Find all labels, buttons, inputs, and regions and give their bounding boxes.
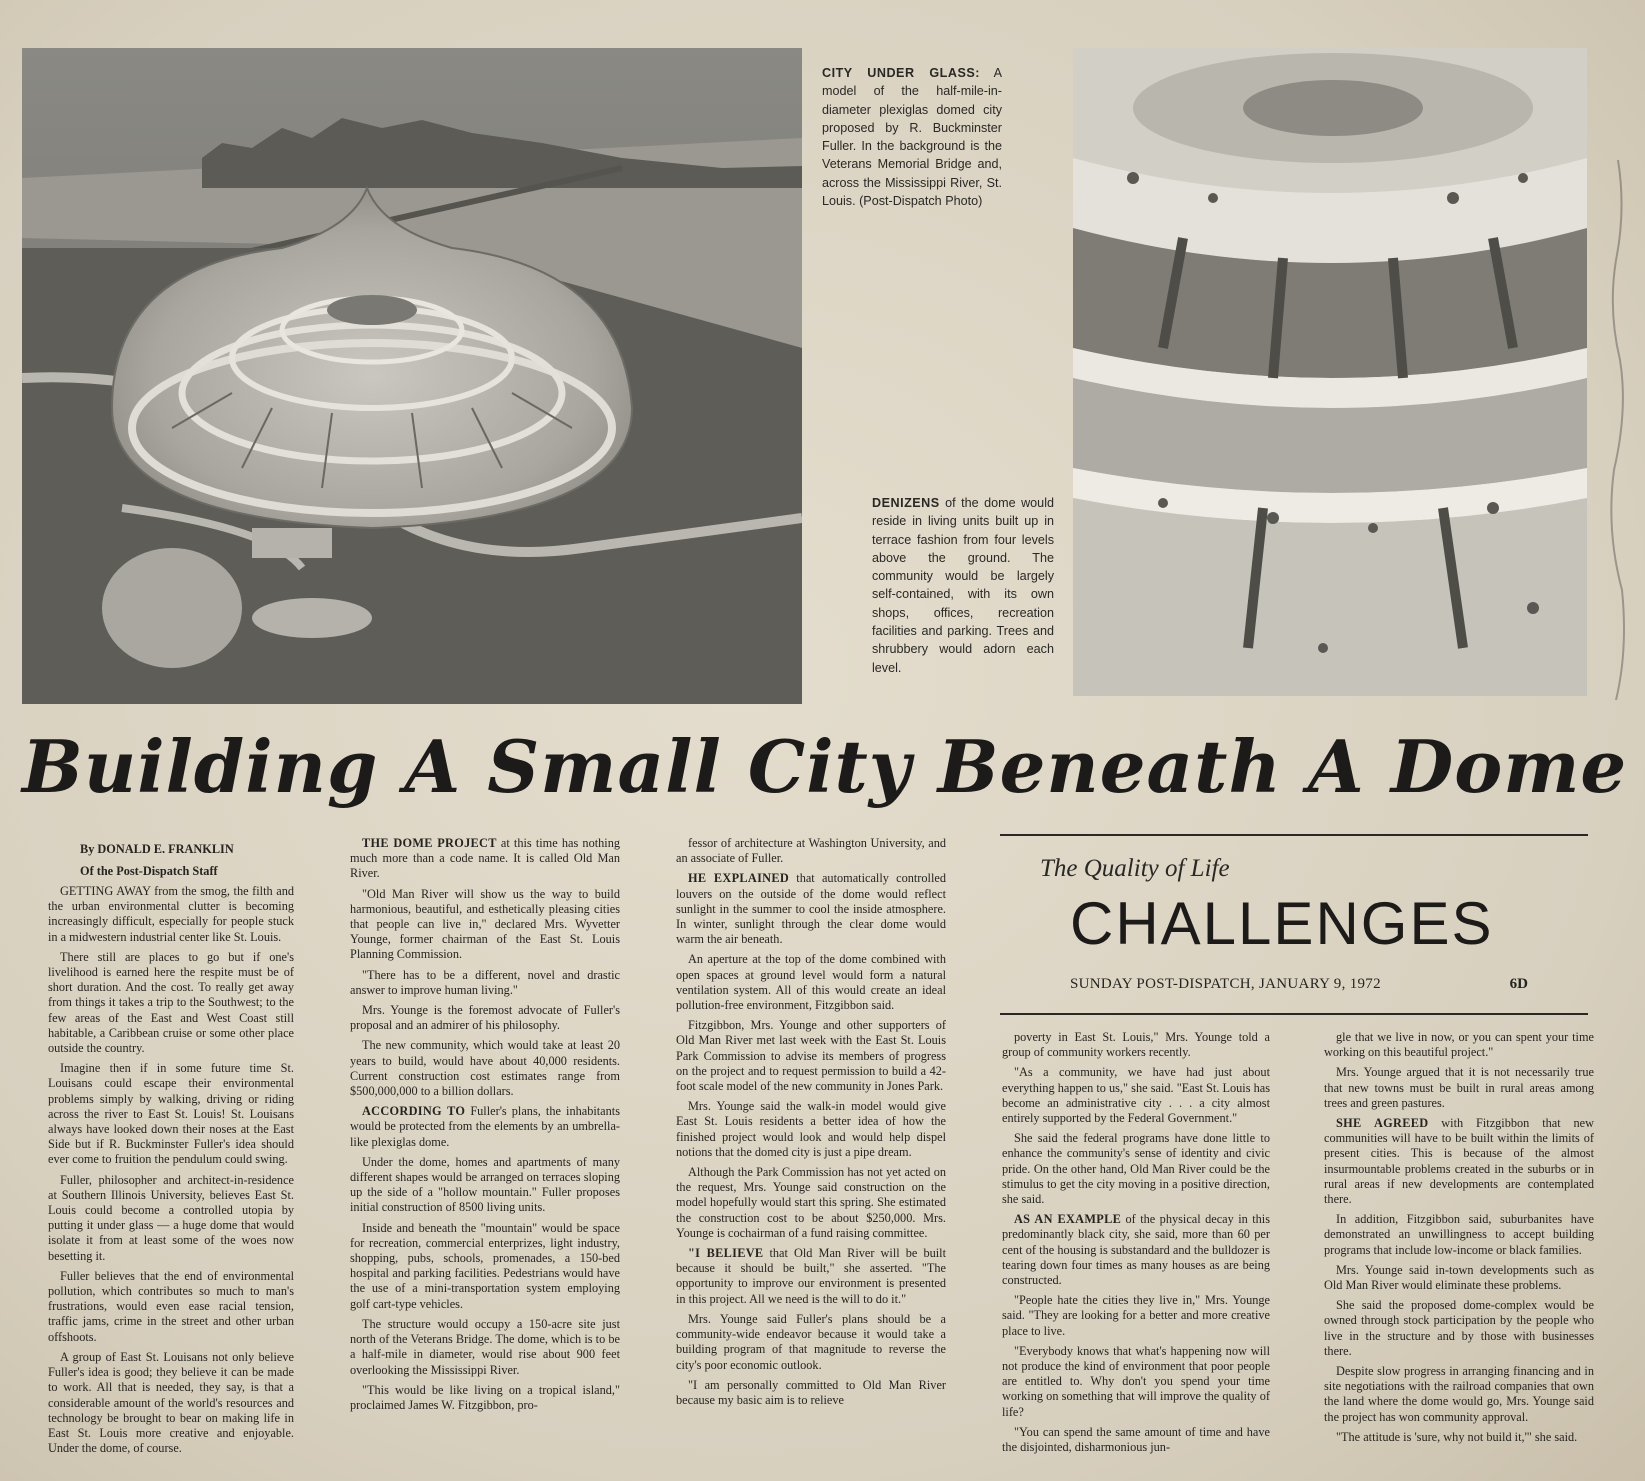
paragraph-text: Fuller's plans, the inhabitants would be protected from the elements by an umbrella-like plexiglas dome.	[350, 1104, 620, 1149]
section-page-number: 6D	[1509, 976, 1528, 992]
paragraph	[676, 952, 946, 1013]
paragraph-text: "People hate the cities they live in," Mrs. Younge said. "They are looking for a better and more creative place to live.	[1002, 1293, 1270, 1338]
interior-terraces-photo	[1073, 48, 1587, 696]
paragraph-text: with Fitzgibbon that new communities will have to be built within the limits of present cities. This is because of the almost insurmountable problems created in the suburbs or in rural areas if new developments are contemplated there.	[1324, 1116, 1594, 1207]
paragraph-lead: "I BELIEVE	[688, 1246, 764, 1261]
paragraph-text: Fuller believes that the end of environmental pollution, which contributes so much to man's frustrations, would even ease racial tension, traffic jams, crime in the street and other urban offshoots.	[48, 1268, 294, 1344]
paragraph-text: "You can spend the same amount of time and have the disjointed, disharmonious jun-	[1002, 1424, 1270, 1455]
byline	[80, 838, 320, 882]
caption-denizens	[872, 494, 1054, 677]
paragraph	[350, 1038, 620, 1099]
paragraph	[676, 1312, 946, 1373]
paragraph	[350, 1104, 620, 1150]
paragraph	[1002, 1131, 1270, 1207]
caption-text: A model of the half-mile-in-diameter plexiglas domed city proposed by R. Buckminster Fuller. In the background is the Veterans Memorial Bridge and, across the Mississippi River, St. Louis. (Post-Dispatch Photo)	[822, 66, 1002, 209]
paragraph-text: at this time has nothing much more than a code name. It is called Old Man River.	[350, 836, 620, 881]
paragraph-lead: HE EXPLAINED	[688, 871, 790, 886]
interior-terraces-illustration	[1073, 48, 1587, 696]
headline: Building A Small City Beneath A Dome	[22, 724, 1628, 809]
paragraph-text: "There has to be a different, novel and drastic answer to improve human living."	[350, 967, 620, 997]
paragraph-text: GETTING AWAY from the smog, the filth and the urban environmental clutter is becoming increasingly difficult, especially for people stuck in a midwestern industrial center like St. Louis.	[48, 884, 294, 944]
article-column-1	[48, 884, 294, 1461]
paragraph-text: gle that we live in now, or you can spent your time working on this beautiful project."	[1324, 1030, 1594, 1060]
paragraph	[350, 1003, 620, 1033]
paragraph	[350, 1317, 620, 1378]
paragraph-text: She said the proposed dome-complex would be owned through stock participation by the people who live in the structure and by those with businesses there.	[1324, 1298, 1594, 1358]
caption-city-under-glass	[822, 64, 1002, 210]
paragraph	[1002, 1065, 1270, 1126]
paragraph	[1324, 1065, 1594, 1111]
paragraph	[1324, 1030, 1594, 1060]
paragraph-text: "Everybody knows that what's happening now will not produce the kind of environment that poor people are entitled to. Why don't you spend your time working on something that will improve the quality of life?	[1002, 1343, 1270, 1419]
paragraph	[350, 836, 620, 882]
paragraph-text: Under the dome, homes and apartments of many different shapes would be arranged on terraces sloping up the side of a "hollow mountain." Fuller proposes initial construction of 8500 living units.	[350, 1154, 620, 1215]
paragraph-text: Despite slow progress in arranging financing and in site negotiations with the railroad companies that own the land where the dome would go, Mrs. Younge said the project has won community approval.	[1324, 1364, 1594, 1424]
paragraph-text: "Old Man River will show us the way to build harmonious, beautiful, and esthetically pleasing cities that people can live in," declared Mrs. Wyvetter Younge, former chairman of the East St. Louis Planning Commission.	[350, 886, 620, 962]
paragraph-text: "The attitude is 'sure, why not build it,'" she said.	[1336, 1429, 1578, 1444]
paragraph	[48, 1173, 294, 1264]
byline-staff: Of the Post-Dispatch Staff	[80, 864, 218, 878]
paragraph	[350, 1383, 620, 1413]
paragraph	[48, 884, 294, 945]
article-column-5	[1324, 1030, 1594, 1450]
paragraph	[350, 1221, 620, 1312]
byline-author: By DONALD E. FRANKLIN	[80, 842, 234, 856]
paragraph-text: poverty in East St. Louis," Mrs. Younge told a group of community workers recently.	[1002, 1030, 1270, 1060]
paragraph-text: Mrs. Younge said the walk-in model would give East St. Louis residents a better idea of how the finished project would look and would help dispel notions that the domed city is just a pipe dream.	[676, 1099, 946, 1159]
paragraph-text: Mrs. Younge is the foremost advocate of Fuller's proposal and an admirer of his philosophy.	[350, 1003, 620, 1033]
caption-lead: DENIZENS	[872, 496, 940, 510]
paragraph	[676, 1099, 946, 1160]
paragraph-text: that Old Man River will be built because it should be built," she asserted. "The opportunity to improve our environment is presented in this project. All we need is the will to do it."	[676, 1246, 946, 1306]
paragraph	[676, 1018, 946, 1094]
paragraph	[676, 1165, 946, 1241]
paragraph-text: "I am personally committed to Old Man River because my basic aim is to relieve	[676, 1377, 946, 1407]
section-title: CHALLENGES	[1070, 890, 1494, 957]
paragraph-text: Fuller, philosopher and architect-in-residence at Southern Illinois University, believes East St. Louis could become a controlled utopia by putting it under glass — a huge dome that would isolate it from at least some of the woes now besetting it.	[48, 1172, 294, 1263]
handwritten-margin-note	[1598, 150, 1638, 710]
paragraph-text: The new community, which would take at least 20 years to build, would have about 40,000 residents. Current construction cost estimates range from $500,000,000 to a billion dollars.	[350, 1038, 620, 1099]
paragraph	[1324, 1430, 1594, 1445]
paragraph-text: The structure would occupy a 150-acre site just north of the Veterans Bridge. The dome, which is to be a half-mile in diameter, would rise about 900 feet overlooking the Mississippi River.	[350, 1316, 620, 1377]
paragraph-text: Although the Park Commission has not yet acted on the request, Mrs. Younge said construction on the model hopefully would start this spring. She estimated the construction cost to be about $250,000. Mrs. Younge is cochairman of a fund raising committee.	[676, 1165, 946, 1240]
section-dateline: SUNDAY POST-DISPATCH, JANUARY 9, 1972	[1070, 976, 1381, 992]
paragraph	[350, 968, 620, 998]
paragraph	[1002, 1344, 1270, 1420]
paragraph	[676, 1246, 946, 1307]
paragraph-lead: THE DOME PROJECT	[362, 836, 497, 850]
paragraph	[48, 1269, 294, 1345]
paragraph	[1002, 1293, 1270, 1339]
paragraph-lead: AS AN EXAMPLE	[1014, 1212, 1122, 1227]
paragraph-text: "This would be like living on a tropical island," proclaimed James W. Fitzgibbon, pro-	[350, 1382, 620, 1412]
paragraph	[350, 1155, 620, 1216]
dome-model-photo	[22, 48, 802, 704]
paragraph	[1002, 1425, 1270, 1455]
dome-model-illustration	[22, 48, 802, 704]
paragraph	[1324, 1263, 1594, 1293]
paragraph-lead: SHE AGREED	[1336, 1116, 1429, 1131]
paragraph-text: that automatically controlled louvers on the outside of the dome would reflect sunlight in the summer to cool the inside atmosphere. In winter, sunlight through the clear dome would warm the air beneath.	[676, 871, 946, 947]
article-column-3	[676, 836, 946, 1413]
paragraph-text: Imagine then if in some future time St. Louisans could escape their environmental problems simply by walking, driving or riding across the river to East St. Louis! St. Louisans always have looked down their noses at the East Side but if R. Buckminster Fuller's idea should ever come to fruition the pendulum could swing.	[48, 1061, 294, 1167]
paragraph-text: Mrs. Younge said Fuller's plans should be a community-wide endeavor because it would take a building program of that magnitude to reverse the city's poor economic outlook.	[676, 1311, 946, 1372]
paragraph-text: A group of East St. Louisans not only believe Fuller's idea is good; they believe it can be made to work. All that is needed, they say, is that a considerable amount of the world's resources and technology be brought to bear on making life in East St. Louis more creative and enjoyable. Under the dome, of course.	[48, 1349, 294, 1456]
paragraph	[48, 1061, 294, 1167]
paragraph	[676, 1378, 946, 1408]
paragraph-text: Fitzgibbon, Mrs. Younge and other supporters of Old Man River met last week with the East St. Louis Park Commission to advise its members of progress on the project and to request permission to build a 42-foot scale model of the new community in Jones Park.	[676, 1018, 946, 1094]
paragraph-text: She said the federal programs have done little to enhance the community's sense of identity and civic pride. On the other hand, Old Man River could be the stimulus to get the city moving in a positive direction, she said.	[1002, 1131, 1270, 1207]
paragraph	[676, 871, 946, 947]
paragraph	[1324, 1364, 1594, 1425]
paragraph	[48, 950, 294, 1056]
article-column-4	[1002, 1030, 1270, 1460]
paragraph-text: "As a community, we have had just about everything happen to us," she said. "East St. Louis has become an administrative city . . . a city almost entirely supported by the Federal Government."	[1002, 1065, 1270, 1126]
section-header	[1000, 834, 1588, 1015]
paragraph	[1324, 1212, 1594, 1258]
paragraph	[1324, 1116, 1594, 1207]
paragraph-text: In addition, Fitzgibbon said, suburbanites have demonstrated an unwillingness to accept building programs that include low-income or black families.	[1324, 1212, 1594, 1257]
paragraph-text: of the physical decay in this predominantly black city, she said, more than 60 per cent of the housing is substandard and the bulldozer is tearing down four times as many houses as are being constructed.	[1002, 1212, 1270, 1288]
paragraph	[676, 836, 946, 866]
paragraph-text: Inside and beneath the "mountain" would be space for recreation, commercial enterprizes, light industry, shopping, pubs, schools, promenades, a 150-bed hospital and parking facilities. Pedestrians would have the use of a mini-transportation system employing golf cart-type vehicles.	[350, 1220, 620, 1311]
paragraph	[1002, 1212, 1270, 1288]
paragraph-text: There still are places to go but if one's livelihood is earned here the respite must be of short duration. And the cost. To really get away from things it takes a trip to the Southwest; to the few areas of the East and West Coast still habitable, a Caribbean cruise or some other place outside the country.	[48, 949, 294, 1056]
paragraph	[1324, 1298, 1594, 1359]
paragraph-text: fessor of architecture at Washington University, and an associate of Fuller.	[676, 836, 946, 866]
paragraph-text: Mrs. Younge argued that it is not necessarily true that new towns must be built in rural areas among trees and green pastures.	[1324, 1065, 1594, 1110]
section-tag: The Quality of Life	[1040, 855, 1230, 882]
caption-text: of the dome would reside in living units built up in terrace fashion from four levels above the ground. The community would be largely self-contained, with its own shops, offices, recreation facilities and parking. Trees and shrubbery would adorn each level.	[872, 496, 1054, 675]
article-column-2	[350, 836, 620, 1418]
paragraph	[48, 1350, 294, 1456]
paragraph	[1002, 1030, 1270, 1060]
paragraph-lead: ACCORDING TO	[362, 1104, 466, 1119]
paragraph	[350, 887, 620, 963]
paragraph-text: Mrs. Younge said in-town developments such as Old Man River would eliminate these problems.	[1324, 1262, 1594, 1293]
paragraph-text: An aperture at the top of the dome combined with open spaces at ground level would form a natural ventilation system. All of this would create an ideal pollution-free environment, Fitzgibbon said.	[676, 952, 946, 1013]
caption-lead: CITY UNDER GLASS:	[822, 66, 980, 80]
